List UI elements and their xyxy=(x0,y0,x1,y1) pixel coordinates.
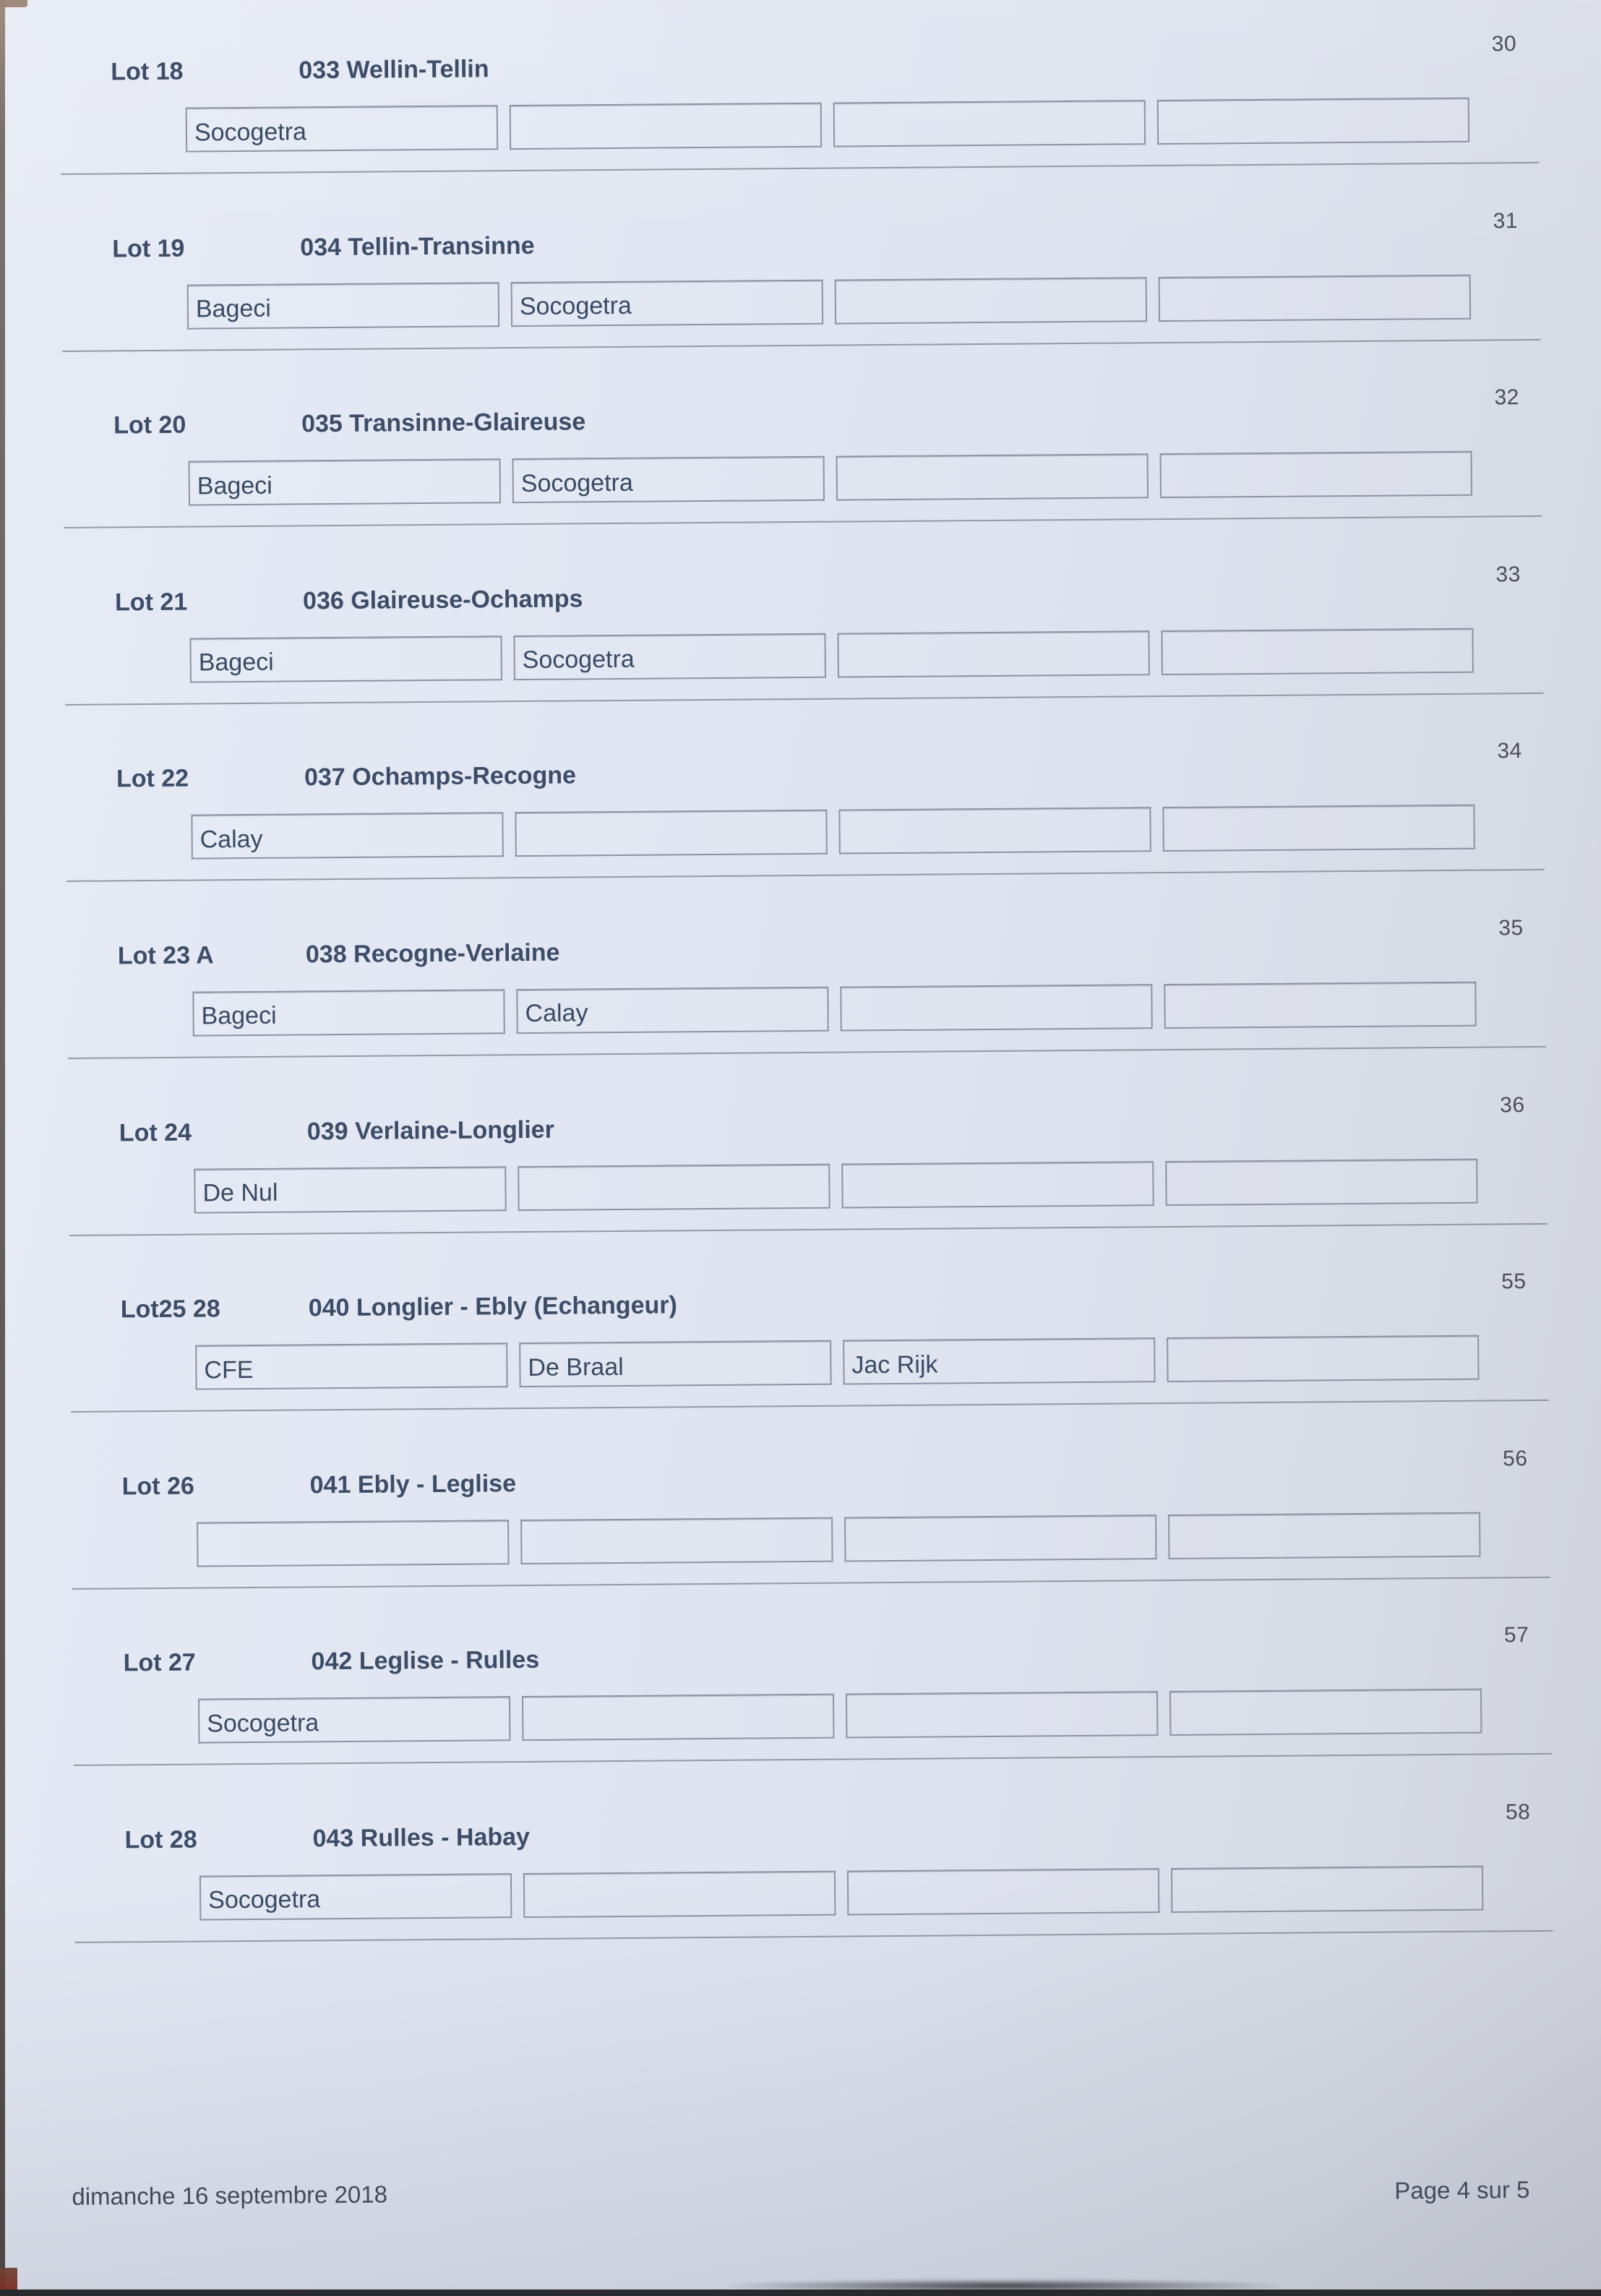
lot-title: 043 Rulles - Habay xyxy=(312,1822,531,1853)
entry-box-1 xyxy=(198,1697,510,1744)
lot-section xyxy=(5,1791,1601,1980)
lot-label: Lot 23 A xyxy=(117,941,214,970)
entry-box-4 xyxy=(1157,98,1469,145)
entry-box-row xyxy=(195,1335,1479,1390)
lot-ref-number: 31 xyxy=(1493,208,1519,234)
entry-box-2 xyxy=(523,1871,836,1918)
footer-page-number: Page 4 sur 5 xyxy=(1394,2176,1530,2204)
lot-title: 042 Leglise - Rulles xyxy=(311,1646,540,1676)
entry-box-1 xyxy=(194,1166,506,1213)
lot-label: Lot 20 xyxy=(113,411,186,440)
entry-box-3 xyxy=(841,1161,1154,1208)
entry-box-2 xyxy=(518,1163,830,1210)
entry-box-3 xyxy=(835,277,1147,324)
lot-ref-number: 34 xyxy=(1497,739,1522,763)
entry-box-row xyxy=(187,274,1471,329)
entry-value: Bageci xyxy=(197,471,272,500)
entry-box-1 xyxy=(187,282,499,329)
entry-box-4 xyxy=(1167,1335,1479,1382)
lot-label: Lot 27 xyxy=(123,1648,196,1677)
lot-ref-number: 56 xyxy=(1502,1446,1528,1471)
lot-ref-number: 30 xyxy=(1491,32,1517,56)
entry-box-4 xyxy=(1171,1866,1483,1913)
entry-box-3 xyxy=(844,1515,1156,1562)
entry-box-row xyxy=(198,1689,1482,1744)
section-divider xyxy=(61,162,1539,175)
entry-box-4 xyxy=(1162,805,1475,852)
entry-box-3 xyxy=(847,1868,1159,1915)
entry-box-1 xyxy=(186,105,498,152)
lot-title: 038 Recogne-Verlaine xyxy=(305,938,560,969)
lot-ref-number: 36 xyxy=(1500,1092,1525,1117)
photo-background-corner-bottom xyxy=(0,2268,17,2289)
lot-ref-number: 55 xyxy=(1501,1269,1527,1294)
entry-box-2 xyxy=(510,103,822,150)
entry-value: Socogetra xyxy=(194,117,307,147)
entry-value: Jac Rijk xyxy=(851,1350,938,1379)
lot-label: Lot 26 xyxy=(121,1472,194,1501)
entry-box-4 xyxy=(1165,1158,1477,1205)
entry-box-3 xyxy=(843,1337,1155,1384)
lot-title: 034 Tellin-Transinne xyxy=(300,231,535,261)
entry-box-4 xyxy=(1169,1689,1482,1736)
entry-box-row xyxy=(199,1866,1483,1921)
entry-box-2 xyxy=(515,810,827,857)
entry-box-1 xyxy=(189,458,501,505)
lot-title: 040 Longlier - Ebly (Echangeur) xyxy=(308,1291,677,1322)
lot-label: Lot 21 xyxy=(114,588,188,617)
lot-ref-number: 57 xyxy=(1503,1623,1529,1648)
entry-value: Bageci xyxy=(195,294,272,323)
lot-label: Lot 24 xyxy=(119,1118,192,1147)
entry-value: Bageci xyxy=(201,1002,277,1030)
lot-section xyxy=(0,553,1598,742)
entry-box-4 xyxy=(1168,1512,1480,1559)
lot-section xyxy=(0,200,1595,389)
lot-label: Lot 28 xyxy=(124,1825,197,1854)
entry-value: Calay xyxy=(199,825,263,854)
entry-box-2 xyxy=(519,1340,831,1387)
entry-box-1 xyxy=(192,989,505,1036)
lot-label: Lot 18 xyxy=(111,57,184,86)
entry-box-2 xyxy=(511,279,823,326)
entry-box-3 xyxy=(837,630,1149,677)
entry-box-3 xyxy=(833,100,1146,147)
entry-box-row xyxy=(191,805,1475,860)
photo-background-bottom-edge xyxy=(730,2279,1279,2292)
lot-label: Lot 19 xyxy=(112,234,185,263)
entry-box-1 xyxy=(195,1342,507,1389)
footer-date: dimanche 16 septembre 2018 xyxy=(72,2180,388,2210)
entry-value: Socogetra xyxy=(208,1885,321,1914)
lot-title: 041 Ebly - Leglise xyxy=(309,1469,517,1499)
lot-title: 039 Verlaine-Longlier xyxy=(306,1115,555,1145)
lot-list xyxy=(0,22,1601,1980)
lot-section xyxy=(4,1614,1601,1804)
entry-value: Socogetra xyxy=(207,1709,319,1738)
lot-label: Lot 22 xyxy=(116,765,189,793)
section-divider xyxy=(71,1400,1549,1413)
entry-box-row xyxy=(186,98,1469,153)
entry-value: Socogetra xyxy=(519,291,632,321)
entry-box-2 xyxy=(512,456,825,503)
lot-section xyxy=(2,1437,1601,1627)
lot-section xyxy=(0,907,1600,1096)
entry-box-4 xyxy=(1160,451,1472,498)
entry-box-3 xyxy=(836,453,1149,500)
entry-box-2 xyxy=(522,1694,834,1741)
lot-title: 035 Transinne-Glaireuse xyxy=(301,408,586,438)
entry-value: De Braal xyxy=(528,1353,624,1382)
entry-value: Bageci xyxy=(198,648,274,677)
lot-title: 037 Ochamps-Recogne xyxy=(304,761,577,792)
entry-box-1 xyxy=(199,1873,512,1920)
lot-ref-number: 33 xyxy=(1495,562,1521,587)
entry-value: CFE xyxy=(204,1355,254,1384)
section-divider xyxy=(62,339,1540,352)
entry-value: Calay xyxy=(525,999,588,1028)
lot-section xyxy=(0,730,1599,920)
entry-box-2 xyxy=(516,987,828,1034)
entry-box-3 xyxy=(846,1691,1158,1738)
entry-value: Socogetra xyxy=(520,468,633,497)
entry-box-2 xyxy=(513,633,825,680)
entry-box-3 xyxy=(838,808,1151,854)
entry-value: De Nul xyxy=(202,1178,278,1207)
photo-table-edge-left xyxy=(0,0,5,2289)
entry-box-row xyxy=(194,1158,1477,1213)
entry-box-4 xyxy=(1159,274,1471,321)
section-divider xyxy=(74,1753,1552,1766)
lot-ref-number: 35 xyxy=(1498,916,1524,941)
entry-box-row xyxy=(192,982,1476,1037)
lot-section xyxy=(0,22,1594,212)
lot-title: 033 Wellin-Tellin xyxy=(299,55,489,85)
section-divider xyxy=(64,515,1542,528)
lot-title: 036 Glaireuse-Ochamps xyxy=(302,585,583,615)
lot-ref-number: 58 xyxy=(1505,1800,1531,1825)
entry-box-row xyxy=(189,451,1472,506)
entry-box-1 xyxy=(191,813,503,860)
lot-section xyxy=(1,1260,1601,1449)
entry-box-1 xyxy=(189,635,502,682)
entry-box-row xyxy=(189,627,1473,682)
section-divider xyxy=(65,693,1543,706)
entry-value: Socogetra xyxy=(522,646,635,674)
section-divider xyxy=(72,1577,1550,1590)
section-divider xyxy=(69,1222,1548,1235)
section-divider xyxy=(66,869,1545,882)
section-divider xyxy=(75,1930,1553,1943)
entry-box-2 xyxy=(520,1517,833,1564)
entry-box-3 xyxy=(840,984,1152,1031)
lot-section xyxy=(0,1084,1601,1273)
entry-box-4 xyxy=(1164,982,1476,1029)
section-divider xyxy=(68,1046,1546,1059)
lot-section xyxy=(0,377,1597,566)
photo-background-corner-top xyxy=(0,0,27,7)
lot-label: Lot25 28 xyxy=(120,1295,220,1324)
entry-box-1 xyxy=(197,1520,509,1567)
lot-ref-number: 32 xyxy=(1494,385,1520,410)
entry-box-4 xyxy=(1161,627,1473,674)
entry-box-row xyxy=(197,1512,1480,1567)
